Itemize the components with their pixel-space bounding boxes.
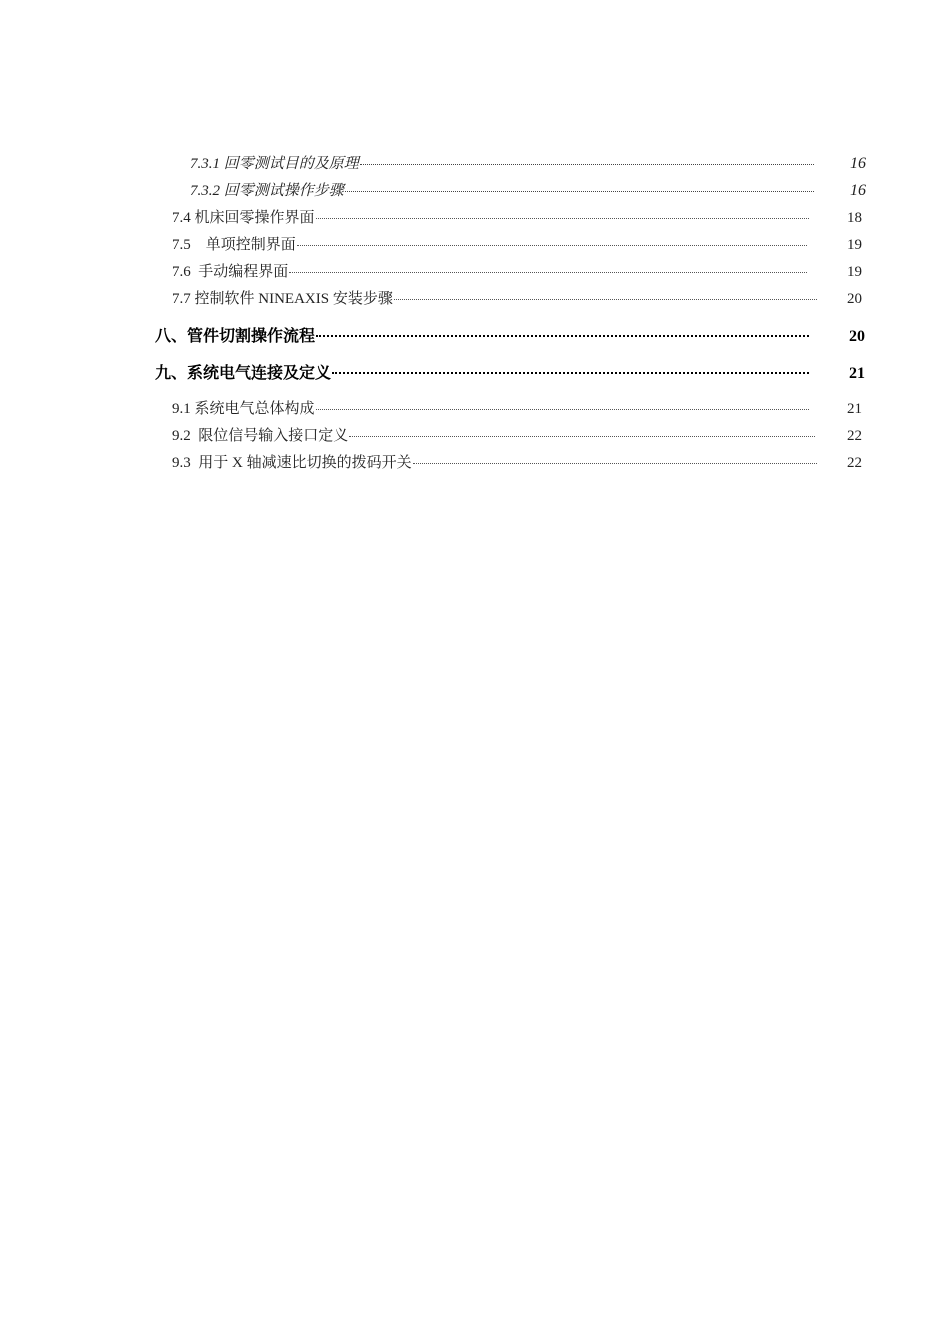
- toc-entry-title: 7.5 单项控制界面: [172, 237, 296, 253]
- toc-page-number: 19: [847, 264, 862, 280]
- toc-page-number: 16: [850, 182, 866, 199]
- toc-chapter-title: 八、管件切割操作流程: [155, 328, 316, 345]
- toc-entry-title: 7.4 机床回零操作界面: [172, 210, 315, 226]
- toc-dot-leader: [332, 372, 809, 374]
- toc-dot-leader: [360, 164, 814, 165]
- toc-dot-leader: [316, 218, 809, 219]
- toc-entry-title: 7.6 手动编程界面: [172, 264, 289, 280]
- toc-dot-leader: [289, 272, 807, 273]
- toc-entry-title: 7.3.2 回零测试操作步骤: [190, 183, 344, 199]
- toc-page-number: 18: [847, 210, 862, 226]
- toc-entry[interactable]: [172, 397, 862, 418]
- toc-dot-leader: [345, 191, 814, 192]
- toc-dot-leader: [316, 409, 809, 410]
- toc-entry-title: 7.7 控制软件 NINEAXIS 安装步骤: [172, 291, 393, 307]
- toc-page-number: 21: [847, 401, 862, 417]
- toc-entry[interactable]: [190, 179, 866, 200]
- toc-dot-leader: [297, 245, 807, 246]
- toc-entry[interactable]: [172, 424, 862, 445]
- toc-chapter-entry[interactable]: [155, 360, 865, 383]
- toc-page-number: 21: [849, 365, 865, 382]
- toc-entry[interactable]: [172, 451, 862, 472]
- toc-page-number: 16: [850, 155, 866, 172]
- toc-entry[interactable]: [172, 233, 862, 254]
- toc-page-number: 19: [847, 237, 862, 253]
- toc-page-number: 20: [847, 291, 862, 307]
- toc-entry[interactable]: [172, 206, 862, 227]
- toc-dot-leader: [316, 335, 809, 337]
- toc-page-number: 20: [849, 328, 865, 345]
- toc-dot-leader: [413, 463, 817, 464]
- toc-entry[interactable]: [172, 287, 862, 308]
- toc-entry-title: 9.1 系统电气总体构成: [172, 401, 315, 417]
- toc-entry[interactable]: [190, 152, 866, 173]
- toc-chapter-title: 九、系统电气连接及定义: [155, 365, 332, 382]
- toc-page-number: 22: [847, 455, 862, 471]
- toc-dot-leader: [349, 436, 815, 437]
- toc-entry-title: 9.3 用于 X 轴减速比切换的拨码开关: [172, 455, 412, 471]
- toc-chapter-entry[interactable]: [155, 323, 865, 346]
- toc-entry-title: 9.2 限位信号输入接口定义: [172, 428, 349, 444]
- toc-dot-leader: [394, 299, 817, 300]
- toc-entry-title: 7.3.1 回零测试目的及原理: [190, 156, 359, 172]
- toc-page-number: 22: [847, 428, 862, 444]
- toc-entry[interactable]: [172, 260, 862, 281]
